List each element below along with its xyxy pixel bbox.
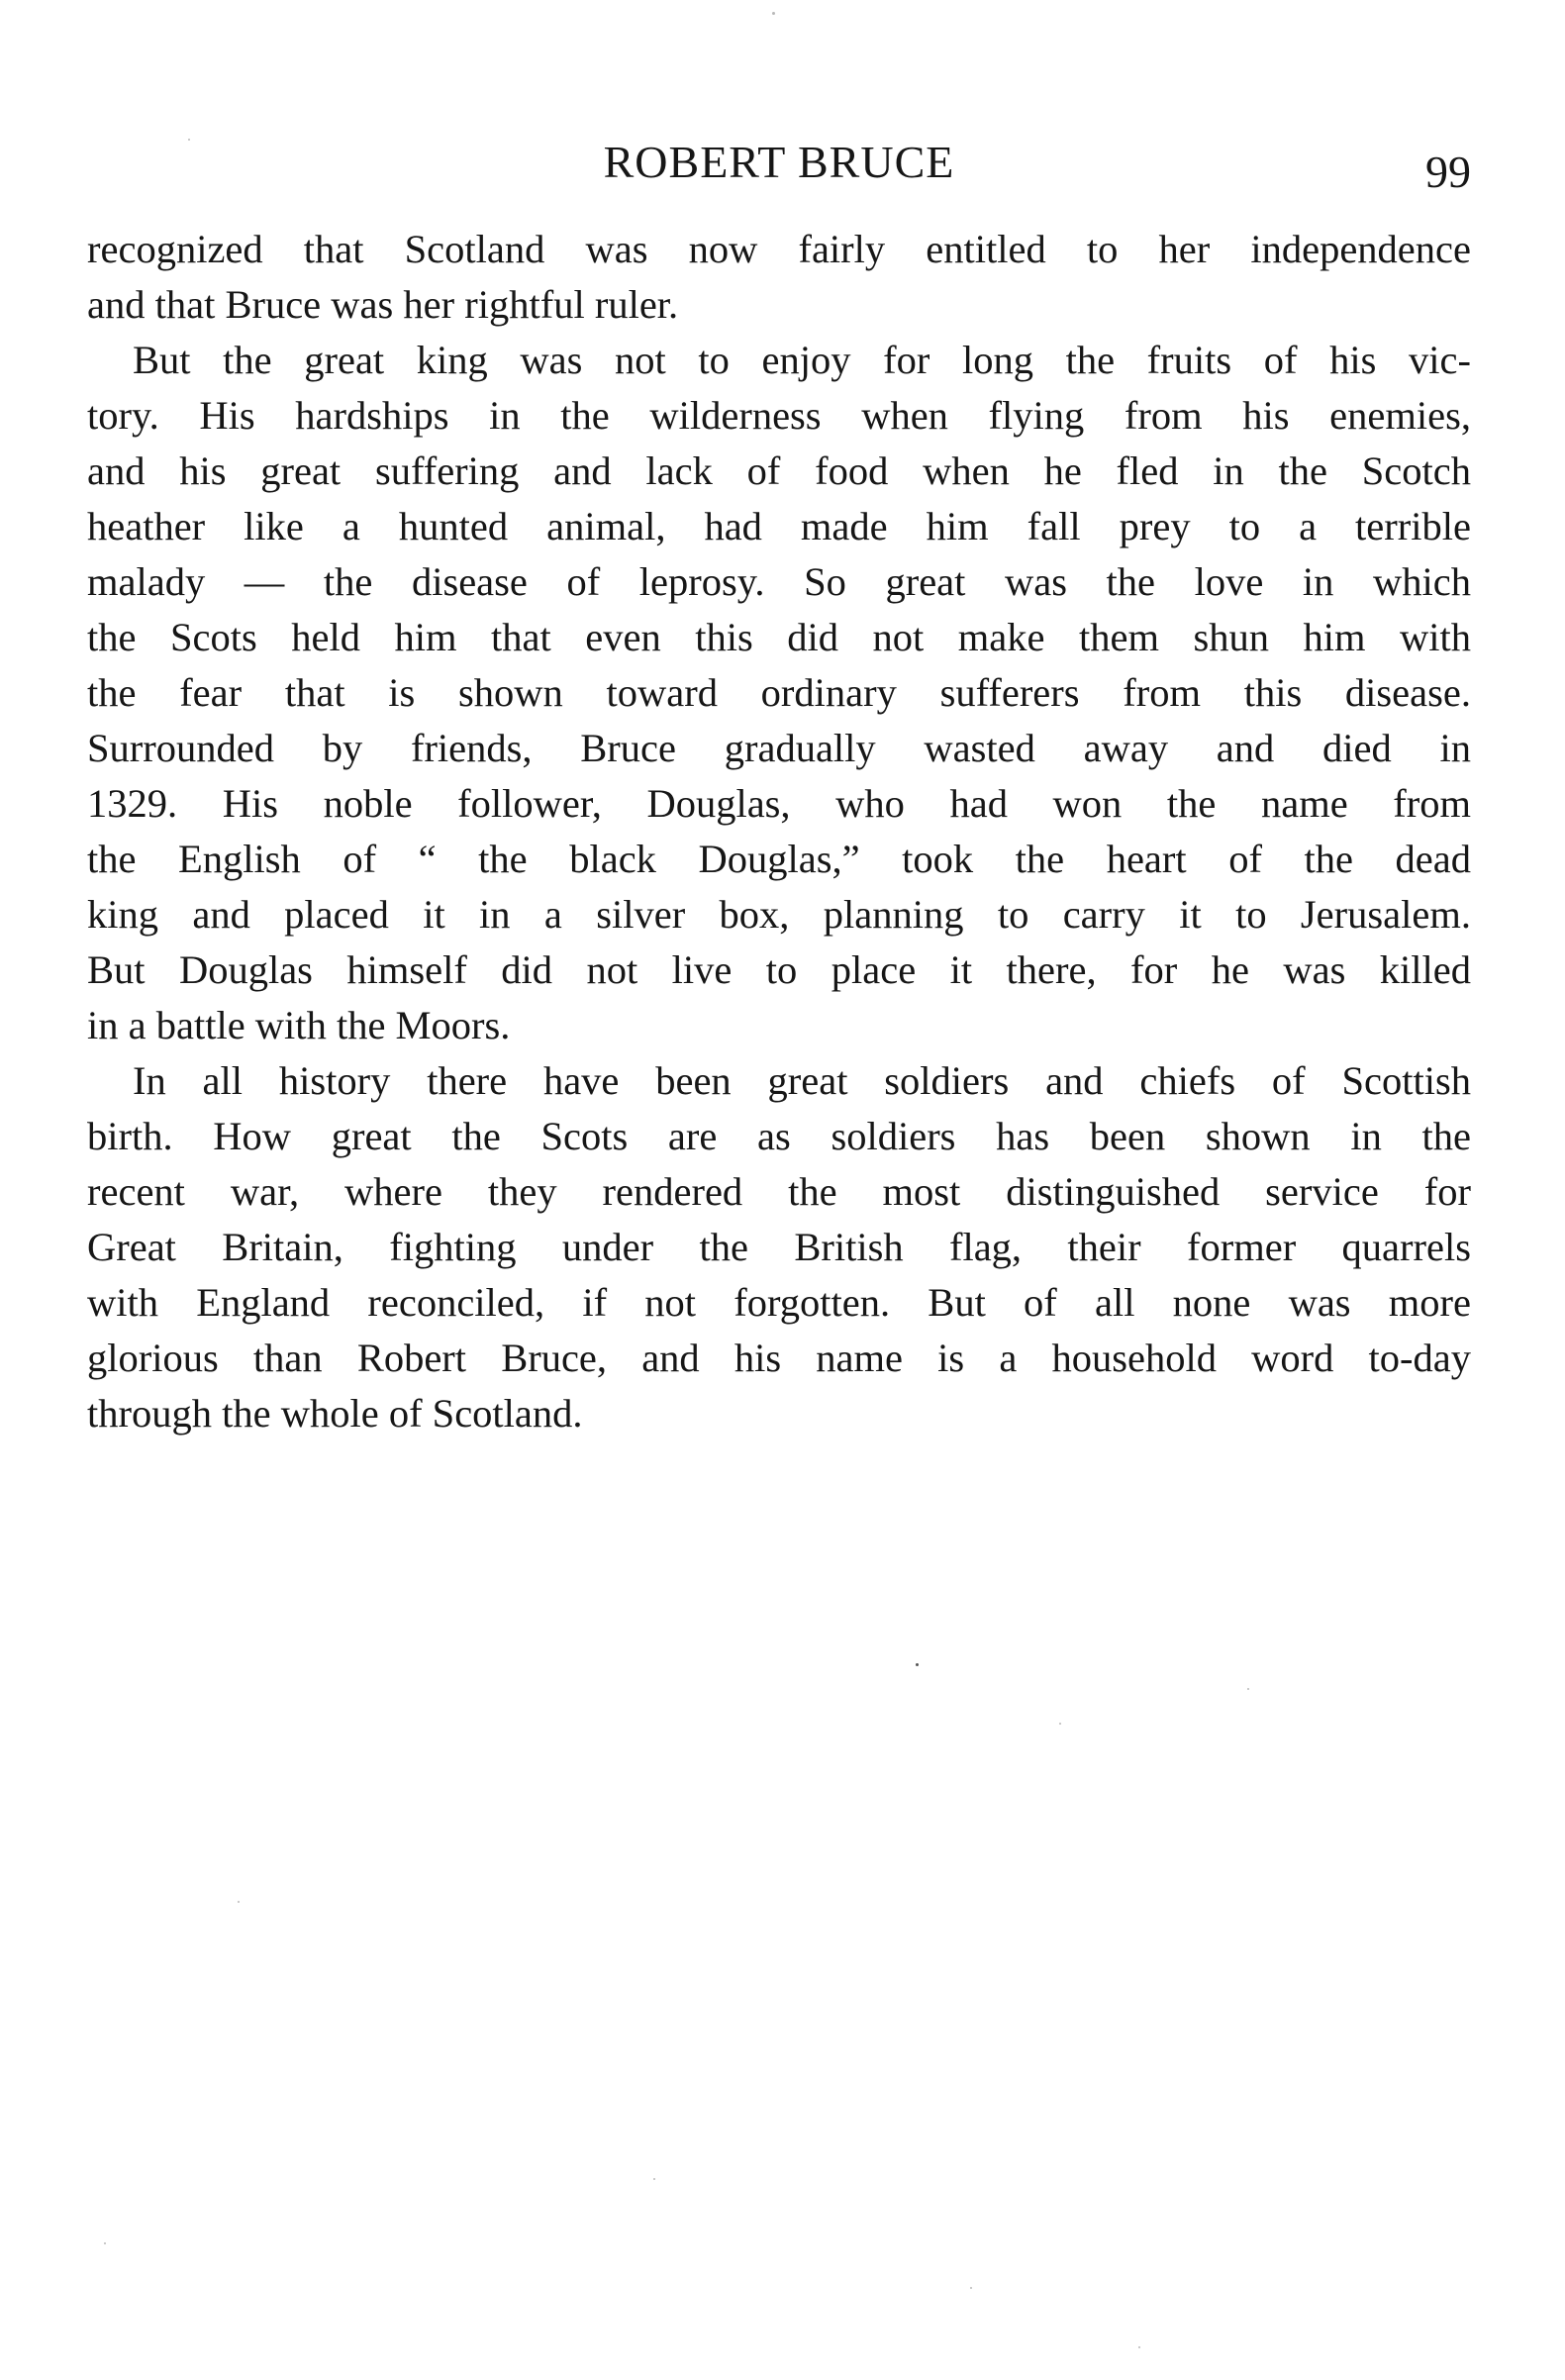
text-line: birth. How great the Scots are as soldiers has been shown in the [87,1114,1471,1158]
running-head [87,133,1471,197]
scan-speck [1247,1688,1249,1690]
text-line: in a battle with the Moors. [87,1003,511,1047]
text-line: recognized that Scotland was now fairly entitled to her independence [87,227,1471,271]
text-line: In all history there have been great soldiers and chiefs of Scottish [133,1058,1471,1103]
scan-speck [104,2242,106,2244]
text-line: with England reconciled, if not forgotten. But of all none was more [87,1280,1471,1325]
text-line: tory. His hardships in the wilderness when flying from his enemies, [87,393,1471,438]
text-line: malady — the disease of leprosy. So great was the love in which [87,559,1471,604]
scan-speck [1059,1723,1061,1725]
text-line: heather like a hunted animal, had made him fall prey to a terrible [87,504,1471,548]
text-line: Great Britain, fighting under the British flag, their former quarrels [87,1225,1471,1269]
text-line: But the great king was not to enjoy for long the fruits of his vic- [133,338,1471,382]
text-line: recent war, where they rendered the most distinguished service for [87,1169,1471,1214]
scan-speck [970,2287,972,2289]
scan-speck [772,12,775,15]
page-number: 99 [1425,147,1471,197]
scan-speck [238,1901,240,1903]
text-line: king and placed it in a silver box, planning to carry it to Jerusalem. [87,892,1471,937]
text-line: glorious than Robert Bruce, and his name is a household word to-day [87,1336,1471,1380]
scan-speck [653,2178,655,2180]
text-line: Surrounded by friends, Bruce gradually wasted away and died in [87,726,1471,770]
text-line: the Scots held him that even this did not make them shun him with [87,615,1471,659]
scan-speck [916,1663,919,1666]
text-line: But Douglas himself did not live to place it there, for he was killed [87,947,1471,992]
text-line: 1329. His noble follower, Douglas, who had won the name from [87,781,1471,826]
text-line: and that Bruce was her rightful ruler. [87,282,679,327]
text-line: and his great suffering and lack of food when he fled in the Scotch [87,448,1471,493]
body-text [87,222,1471,1441]
text-line: the fear that is shown toward ordinary sufferers from this disease. [87,670,1471,715]
text-line: the English of “ the black Douglas,” took the heart of the dead [87,837,1471,881]
scan-speck [1138,2346,1140,2348]
running-title: ROBERT BRUCE [603,137,955,187]
text-line: through the whole of Scotland. [87,1391,583,1436]
scan-speck [188,139,190,141]
